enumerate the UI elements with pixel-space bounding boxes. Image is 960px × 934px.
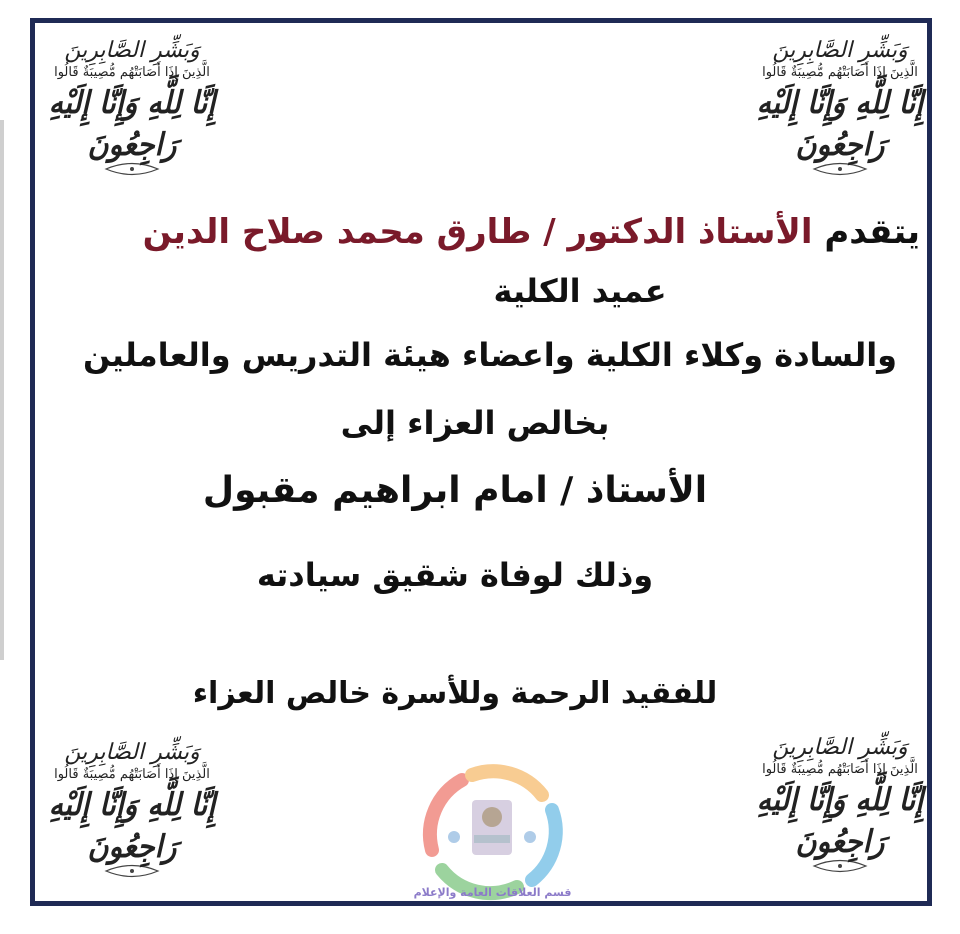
calligraphy-line-1: وَبَشِّرِ الصَّابِرِينَ xyxy=(772,735,908,760)
calligraphy-line-1: وَبَشِّرِ الصَّابِرِينَ xyxy=(64,38,200,63)
condolence-line-reason: وذلك لوفاة شقيق سيادته xyxy=(256,556,654,594)
condolence-line-staff: والسادة وكلاء الكلية واعضاء هيئة التدريس والعاملين xyxy=(82,336,898,374)
presenter-verb: يتقدم xyxy=(824,212,920,252)
calligraphy-line-3: إِنَّا لِلَّهِ وَإِنَّا إِلَيْهِ رَاجِعُونَ xyxy=(756,85,924,163)
calligraphy-line-1: وَبَشِّرِ الصَّابِرِينَ xyxy=(772,38,908,63)
portal-logo xyxy=(402,755,582,905)
condolence-line-prayer: للفقيد الرحمة وللأسرة خالص العزاء xyxy=(192,676,718,711)
left-edge-strip xyxy=(0,120,4,660)
calligraphy-line-3: إِنَّا لِلَّهِ وَإِنَّا إِلَيْهِ رَاجِعُونَ xyxy=(756,782,924,860)
quran-calligraphy-bottom-left xyxy=(32,740,232,890)
condolence-line-presenter xyxy=(80,212,960,252)
quran-calligraphy-bottom-right xyxy=(740,735,940,885)
dean-name: الأستاذ الدكتور / طارق محمد صلاح الدين xyxy=(142,212,813,252)
quran-calligraphy-top-left xyxy=(32,38,232,188)
calligraphy-line-3: إِنَّا لِلَّهِ وَإِنَّا إِلَيْهِ رَاجِعُونَ xyxy=(48,85,216,163)
calligraphy-line-2: الَّذِينَ إِذَا أَصَابَتْهُم مُّصِيبَةٌ قَالُوا xyxy=(54,65,210,80)
condolence-line-recipient: الأستاذ / امام ابراهيم مقبول xyxy=(202,470,708,511)
calligraphy-line-2: الَّذِينَ إِذَا أَصَابَتْهُم مُّصِيبَةٌ قَالُوا xyxy=(54,767,210,782)
calligraphy-line-3: إِنَّا لِلَّهِ وَإِنَّا إِلَيْهِ رَاجِعُونَ xyxy=(48,787,216,865)
condolence-line-title: عميد الكلية xyxy=(493,272,667,310)
quran-calligraphy-top-right xyxy=(740,38,940,188)
condolence-line-offer: بخالص العزاء إلى xyxy=(340,404,610,442)
calligraphy-line-2: الَّذِينَ إِذَا أَصَابَتْهُم مُّصِيبَةٌ قَالُوا xyxy=(762,65,918,80)
calligraphy-line-2: الَّذِينَ إِذَا أَصَابَتْهُم مُّصِيبَةٌ قَالُوا xyxy=(762,762,918,777)
logo-caption: قسم العلاقات العامة والإعلام xyxy=(413,886,572,899)
calligraphy-line-1: وَبَشِّرِ الصَّابِرِينَ xyxy=(64,740,200,765)
